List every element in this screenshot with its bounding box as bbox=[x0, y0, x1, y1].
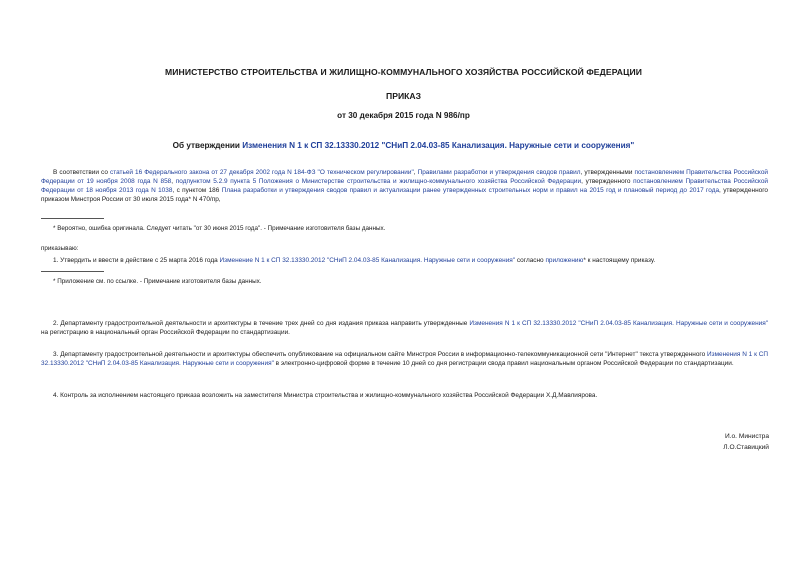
preamble-text: , утвержденного приказом Минстроя России от 30 июля 2015 года* N 470/пр, bbox=[41, 187, 768, 204]
preamble-text: , bbox=[171, 178, 176, 186]
subject-prefix: Об утверждении bbox=[172, 141, 243, 150]
decree-1038-link[interactable]: постановлением Правительства Российской Федерации от 18 ноября 2013 года N 1038 bbox=[41, 178, 769, 195]
item-1-text: * к настоящему приказу. bbox=[583, 257, 656, 264]
item-4-paragraph bbox=[41, 391, 768, 400]
appendix-link[interactable]: приложению bbox=[545, 257, 584, 264]
decree-858-link[interactable]: постановлением Правительства Российской Федерации от 19 ноября 2008 года N 858 bbox=[41, 169, 768, 186]
preamble-text: В соответствии со bbox=[53, 169, 110, 176]
footnote-appendix: * Приложение см. по ссылке. - Примечание изготовителя базы данных. bbox=[53, 278, 262, 285]
order-date-number: от 30 декабря 2015 года N 986/пр bbox=[337, 111, 470, 120]
item-2-text: 2. Департаменту градостроительной деятельности и архитектуры в течение трех дней со дня издания приказа направить утвержденные bbox=[53, 320, 470, 327]
order-word: приказываю: bbox=[41, 245, 79, 252]
signatory-name: Л.О.Ставицкий bbox=[723, 443, 769, 451]
document-type: ПРИКАЗ bbox=[386, 91, 421, 101]
preamble-text: , утвержденными bbox=[580, 169, 635, 176]
item-3-text: в электронно-цифровой форме в течение 10 дней со дня регистрации свода правил национальным органом Российской Федерации по стандартизации. bbox=[273, 360, 734, 368]
rules-link[interactable]: Правилами разработки и утверждения сводов правил bbox=[417, 169, 581, 176]
item-2-text: на регистрацию в национальный орган Российской Федерации по стандартизации. bbox=[41, 329, 290, 337]
ministry-heading: МИНИСТЕРСТВО СТРОИТЕЛЬСТВА И ЖИЛИЩНО-КОММУНАЛЬНОГО ХОЗЯЙСТВА РОССИЙСКОЙ ФЕДЕРАЦИИ bbox=[164, 67, 643, 77]
order-subject bbox=[0, 141, 807, 150]
amendment-link[interactable]: Изменение N 1 к СП 32.13330.2012 "СНиП 2.04.03-85 Канализация. Наружные сети и сооружения" bbox=[219, 257, 516, 264]
signatory-position: И.о. Министра bbox=[724, 433, 769, 440]
signature-block bbox=[723, 432, 769, 453]
item-4-text: 4. Контроль за исполнением настоящего приказа возложить на заместителя Министра строительства и жилищно-коммунального хозяйства Российской Федерации Х.Д.Мавлиярова. bbox=[53, 392, 598, 399]
footnote-divider bbox=[41, 218, 104, 219]
item-3-paragraph bbox=[41, 350, 768, 368]
item-1-paragraph bbox=[41, 256, 768, 265]
footnote-date-error: * Вероятно, ошибка оригинала. Следует читать "от 30 июня 2015 года". - Примечание изготовителя базы данных. bbox=[53, 225, 386, 232]
regulation-link[interactable]: подпунктом 5.2.9 пункта 5 Положения о Министерстве строительства и жилищно-коммунального хозяйства Российской Федерации bbox=[175, 178, 582, 186]
preamble-text: , с пунктом 186 bbox=[172, 187, 222, 195]
preamble-paragraph bbox=[41, 168, 768, 204]
preamble-text: , bbox=[413, 169, 418, 176]
plan-link[interactable]: Плана разработки и утверждения сводов правил и актуализации ранее утвержденных строительных норм и правил на 2015 год и плановый период до 2017 года bbox=[221, 187, 720, 195]
law-link[interactable]: статьей 16 Федерального закона от 27 декабря 2002 года N 184-ФЗ "О техническом регулировании" bbox=[109, 169, 414, 176]
subject-link[interactable]: Изменения N 1 к СП 32.13330.2012 "СНиП 2.04.03-85 Канализация. Наружные сети и сооружения" bbox=[242, 141, 635, 150]
item-3-text: 3. Департаменту градостроительной деятельности и архитектуры обеспечить опубликование на официальном сайте Минстроя России в информационно-телекоммуникационной сети "Интернет" текста утвержденного bbox=[53, 351, 708, 358]
preamble-text: , утвержденного bbox=[581, 178, 634, 186]
amendment-link[interactable]: Изменения N 1 к СП 32.13330.2012 "СНиП 2.04.03-85 Канализация. Наружные сети и сооружения" bbox=[41, 351, 768, 368]
item-1-text: согласно bbox=[515, 257, 546, 264]
amendment-link[interactable]: Изменения N 1 к СП 32.13330.2012 "СНиП 2.04.03-85 Канализация. Наружные сети и сооружения" bbox=[469, 320, 768, 327]
item-1-text: 1. Утвердить и ввести в действие с 25 марта 2016 года bbox=[53, 257, 220, 264]
footnote-divider bbox=[41, 271, 104, 272]
item-2-paragraph bbox=[41, 319, 768, 337]
